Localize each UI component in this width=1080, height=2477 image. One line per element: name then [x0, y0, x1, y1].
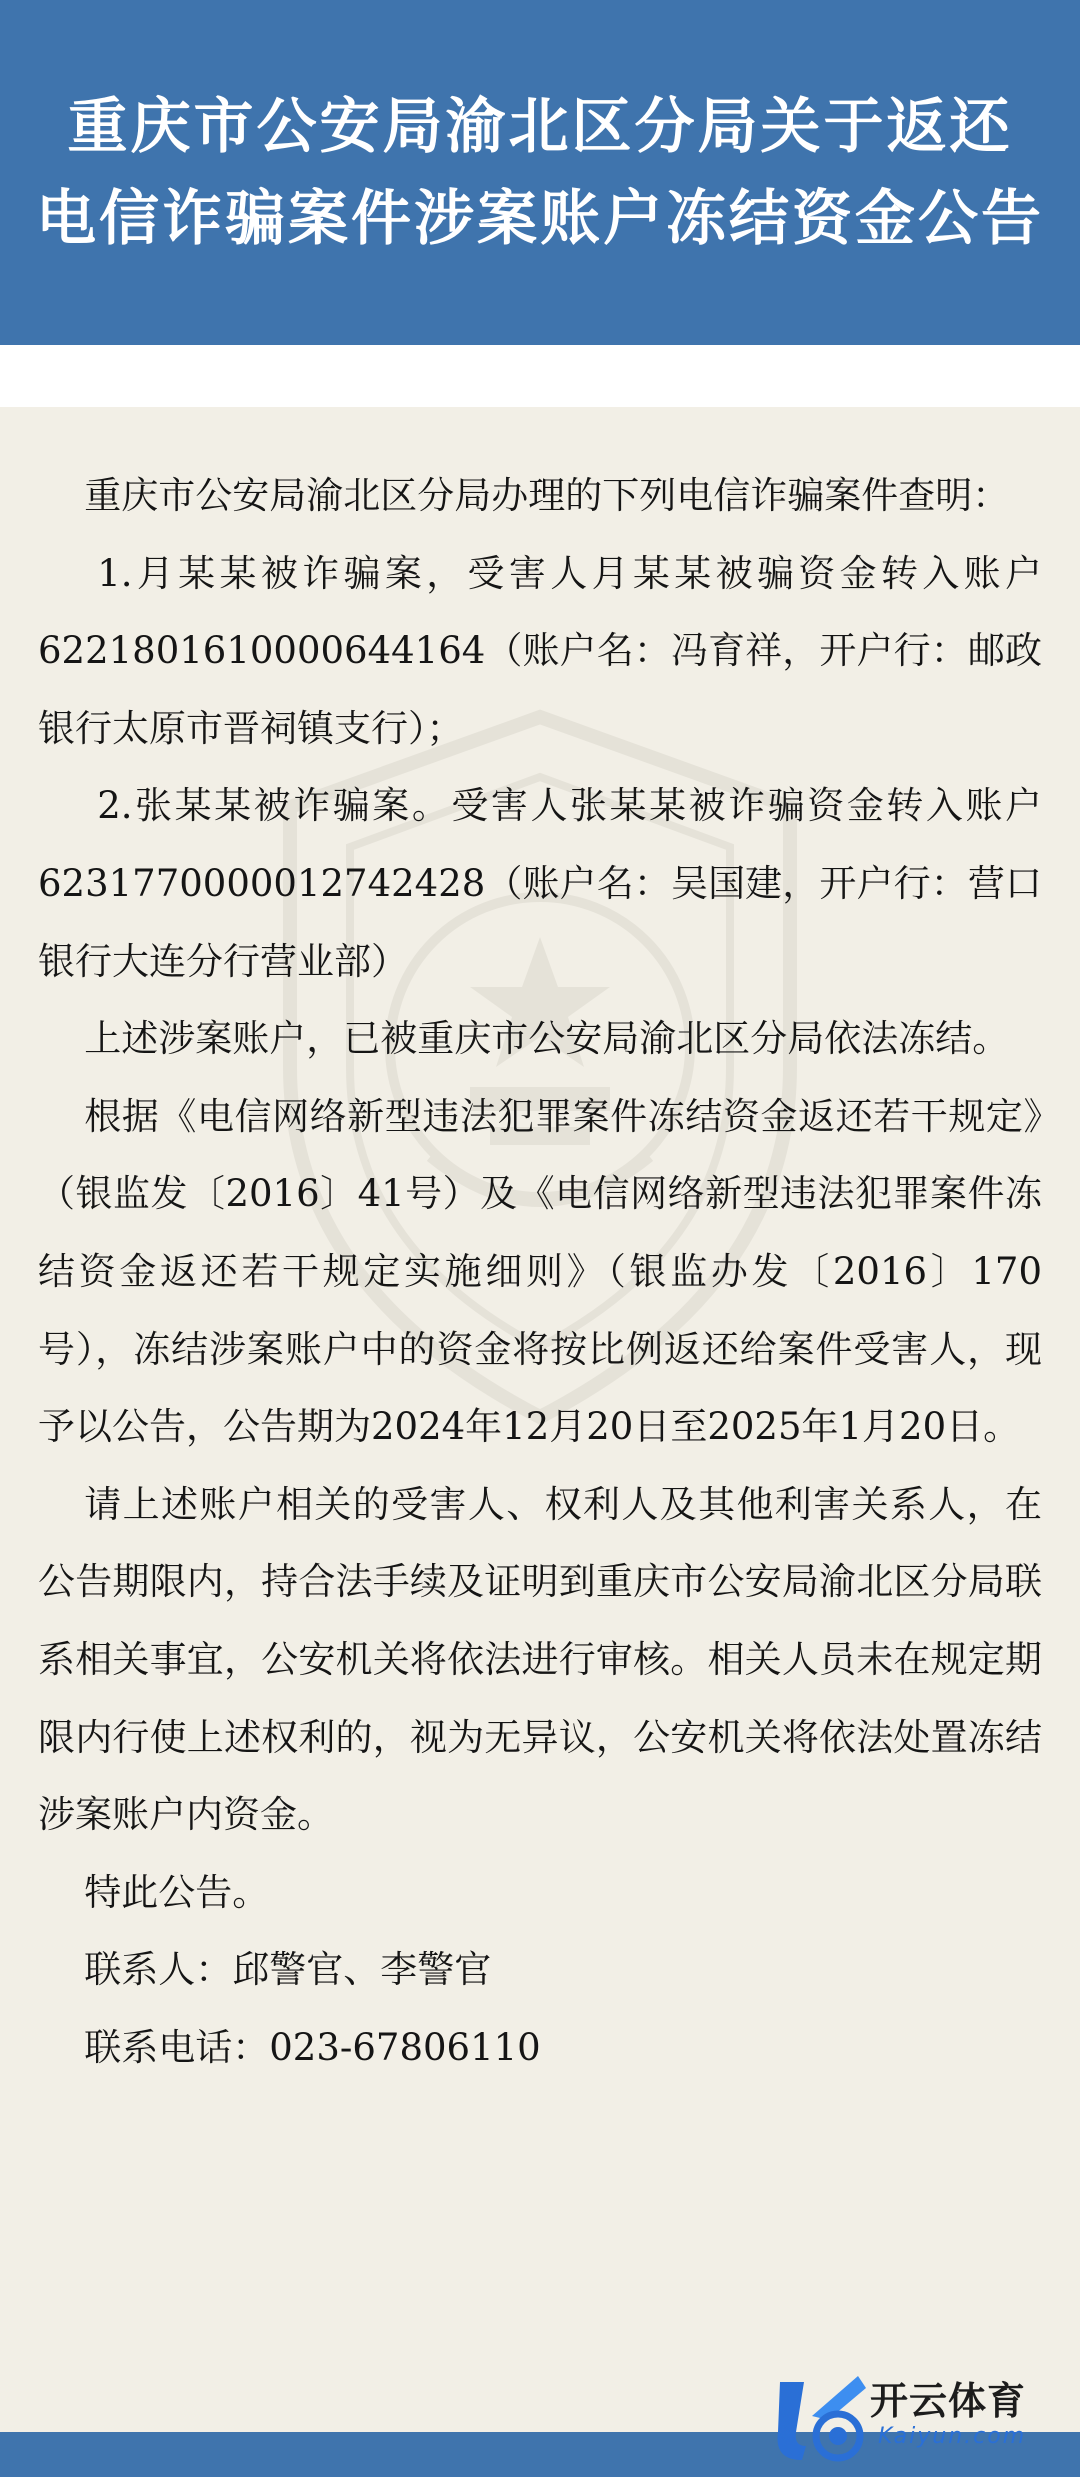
contact-phone-line: 联系电话：023-67806110 — [84, 2025, 541, 2069]
contact-person-line: 联系人：邱警官、李警官 — [84, 1948, 492, 1992]
kaiyun-watermark — [766, 2362, 1066, 2472]
legal-basis-paragraph: 根据《电信网络新型违法犯罪案件冻结资金返还若干规定》（银监发〔2016〕41号）及《电信网络新型违法犯罪案件冻结资金返还若干规定实施细则》（银监办发〔2016〕170号），冻结涉案账户中的资金将按比例返还给案件受害人，现予以公告，公告期为2024年12月20日至2025年1月20日。 — [38, 1094, 1042, 1449]
claim-request-paragraph: 请上述账户相关的受害人、权利人及其他利害关系人，在公告期限内，持合法手续及证明到重庆市公安局渝北区分局联系相关事宜，公安机关将依法进行审核。相关人员未在规定期限内行使上述权利的，视为无异议，公安机关将依法处置冻结涉案账户内资金。 — [38, 1482, 1042, 1837]
frozen-accounts-paragraph: 上述涉案账户，已被重庆市公安局渝北区分局依法冻结。 — [84, 1017, 1010, 1061]
notice-text — [38, 457, 1042, 2086]
notice-intro-paragraph: 重庆市公安局渝北区分局办理的下列电信诈骗案件查明： — [84, 474, 1010, 517]
notice-body — [0, 407, 1080, 2432]
kaiyun-logo-icon — [766, 2362, 876, 2472]
case-1-paragraph: 1.月某某被诈骗案，受害人月某某被骗资金转入账户6221801610000644164（账户名：冯育祥，开户行：邮政银行太原市晋祠镇支行）； — [38, 551, 1042, 750]
kaiyun-brand-text: 开云体育 — [870, 2379, 1027, 2423]
notice-title-line-1: 重庆市公安局渝北区分局关于返还 — [67, 91, 1013, 162]
header-spacer — [0, 345, 1080, 407]
closing-line: 特此公告。 — [84, 1870, 270, 1914]
notice-header — [0, 0, 1080, 345]
notice-title-line-2: 电信诈骗案件涉案账户冻结资金公告 — [36, 183, 1044, 254]
kaiyun-domain-text: Kaiyun.com — [878, 2424, 1027, 2449]
case-2-paragraph: 2.张某某被诈骗案。受害人张某某被诈骗资金转入账户6231770000012742428（账户名：吴国建，开户行：营口银行大连分行营业部） — [38, 784, 1042, 983]
